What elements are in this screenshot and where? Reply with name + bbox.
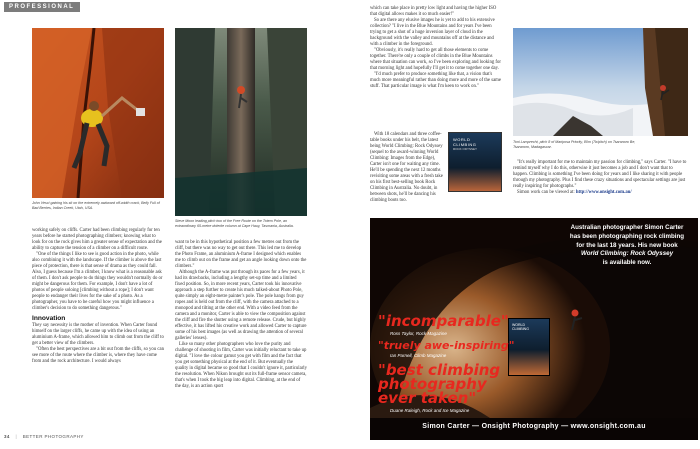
ad-quote-3 — [378, 363, 500, 405]
paragraph: "It's really important for me to maintain my passion for climbing," says Carter. "I have to remind myself why I do this, otherwise it just becomes a job and I don't want that to happen. Climbing is something I've been doing for years and I like sharing it with people through my photography. Plus I find these crazy situations and spectacular settings are just really inspiring for photographs." — [513, 160, 687, 189]
article-column-1 — [32, 228, 164, 365]
ad-headline — [562, 224, 692, 268]
ad-quote-1-source: Ross Taylor, Rock Magazine — [390, 331, 447, 336]
article-column-3-wrap — [370, 132, 446, 204]
article-column-3 — [370, 6, 502, 90]
ad-tagline: Simon Carter — Onsight Photography — www.onsight.com.au — [422, 423, 646, 430]
paragraph — [513, 190, 688, 196]
paragraph: With 18 calendars and three coffee-table books under his belt, the latest being World Climbing: Rock Odyssey (sequel to the award-winning World Climbing: Images from the Edge), Carter isn't one for waiting any time. He'll be spending the next 12 months revisiting some areas with a fresh take on his first best-selling book Rock Climbing in Australia. No doubt, in between shots, he'll be dancing his climbing boots too. — [370, 132, 443, 203]
paragraph: Although the A-frame was put through its paces for a few years, it had its drawbacks, including a lengthy set-up time and a limited fixed position. So, in more recent years, Carter took his innovative approach a step further to create his much talked-about Photo Pole, quite simply an eight-metre painter's pole. The pole hangs from guy ropes and is held out from the cliff, with the camera attached to a monopod and tilting at the other end. With a video feed from the camera and a monitor, Carter is able to view the composition against the cliff and fire the shutter using a remote release. Crude, but highly effective, it has lifted his creative work and allowed Carter to capture some of his best images (as well as drawing the attention of several galleries' lenses). — [175, 270, 307, 341]
paragraph: So are there any elusive images he is yet to add to his extensive collection? "I live in the Blue Mountains and for years I've been trying to get a shot of a huge inversion layer of cloud in the background with the valley and mountains off at the distance and with a climber in the foreground. — [370, 18, 495, 47]
article-column-2 — [175, 240, 307, 390]
article-column-4 — [513, 160, 688, 196]
section-tab: PROFESSIONAL — [4, 2, 80, 12]
paragraph: They say necessity is the mother of invention. When Carter found himself on the larger cliffs, he came up with the idea of using an aluminium A-frame, which allowed him to climb out from the cliff to get a better view of the climbers. — [32, 323, 164, 346]
photo-madagascar — [513, 28, 688, 136]
climber-photo-2-image — [175, 28, 307, 216]
magazine-title: BETTER PHOTOGRAPHY — [22, 434, 84, 439]
book-advertisement — [370, 218, 698, 440]
ad-quote-2-source: Ian Parnell, Climb Magazine — [390, 353, 447, 358]
website-link[interactable]: http://www.onsight.com.au/ — [575, 190, 632, 195]
ad-headline-line3: for the last 18 years. His new book — [576, 241, 678, 249]
paragraph: Like so many other photographers who love the purity and challenge of shooting in film, Carter was initially reluctant to take up digital. "I love the colour gamut you get with film and the fact that you get something physical at the end of it. But eventually the quality in digital became so good that I couldn't ignore it, particularly the resolution. When Nikon brought out its full-frame sensor camera, that's when I took the big leap into digital. Climbing, at the end of the day, is an action sport — [175, 342, 307, 389]
book-title-line1: WORLD — [453, 137, 471, 142]
ad-quote-3-line2: photography — [378, 375, 487, 393]
paragraph: working safely on cliffs. Carter had been climbing regularly for ten years before he started photographing climbers; knowing what to look for on the rock gives him a greater sense of expectation and the ability to capture the tension of a climber on a difficult route. — [32, 228, 162, 251]
paragraph: "Obviously, it's really hard to get all those elements to come together. There're only a couple of climbs in the Blue Mountains where that situation can work, so I've been exploring and looking for that morning light and hopefully I'll get it to come together one day. — [370, 48, 501, 71]
ad-headline-book: World Climbing: Rock Odyssey — [580, 250, 674, 258]
section-heading: Innovation — [32, 315, 66, 322]
climber-photo-1-image — [32, 28, 164, 198]
ad-quote-1: "incomparable" — [378, 312, 509, 330]
ad-quote-3-line3: ever taken" — [378, 389, 477, 407]
caption-photo-2: Steve Moon leading pitch two of the Free Route on the Totem Pole, an extraordinary 65-metre dolerite column at Cape Hauy, Tasmania, Australia. — [175, 219, 294, 228]
book-title-line3: ROCK ODYSSEY — [453, 147, 478, 151]
paragraph: want to be in this hypothetical position a few metres out from the cliff, but there was no way to get out there. This led me to develop the Photo Frame, an aluminium A-frame I designed which enables me to climb out on the frame and get an angle looking down onto the climbers." — [175, 240, 307, 269]
ad-quote-2: "truely awe-inspiring" — [378, 339, 515, 352]
paragraph: "One of the things I like to see is good action in the photo, while also combining it with the landscape. If the climber is above the last piece of protection, there is that sense of drama as they could fall. Also, I guess because I'm a climber, I know what is a reasonable ask of them. I don't ask people to do things they wouldn't normally do or might be dangerous for them. For example, I don't have a lot of photos of people soloing [climbing without a rope]; I don't want people to endanger their lives for the sake of a photo. As a photographer, you have to be careful how you might influence a climber's decision to do something dangerous." — [32, 252, 163, 311]
footer-divider: | — [15, 434, 18, 439]
book-title-line2: CLIMBING — [453, 142, 477, 147]
paragraph: "Often the best perspectives are a bit out from the cliffs, so you can see more of the route where the climber is, where they have come from and the rock architecture. I would always — [32, 347, 164, 364]
book-cover — [448, 132, 502, 192]
ad-quote-3-line1: "best climbing — [378, 361, 501, 379]
climber-photo-3-image — [513, 28, 688, 136]
page-footer — [4, 434, 204, 439]
photo-crack-climber — [32, 28, 164, 198]
ad-quote-3-source: Duane Raleigh, Rock and Ice Magazine — [390, 408, 470, 413]
photo-totem-pole — [175, 28, 307, 216]
caption-photo-3: Toni Lamprecht, pitch 8 of Mariposa Priority, 80m (7b/pitch) on Tsaranoro Be, Tsaranoro, Madagascar. — [513, 140, 636, 149]
ad-headline-line1: Australian photographer Simon Carter — [570, 224, 684, 231]
ad-book-title-line2: CLIMBING — [512, 327, 529, 331]
paragraph: which can take place in pretty low light and having the higher ISO that digital allows makes it so much easier!" — [370, 6, 497, 17]
ad-book-title-line1: WORLD — [512, 323, 526, 327]
ad-headline-line2: has been photographing rock climbing — [569, 232, 685, 240]
paragraph: "I'd much prefer to produce something like that, a vision that's much more meaningful rather than doing more and more of the same stuff. That particular image is what I'm keen to work on." — [370, 72, 501, 89]
caption-photo-1: John Vesci gaining his sit on the extremely awkward off-width crack, Belly Full of Bad Berries, Indian Creek, Utah, USA. — [32, 201, 160, 210]
page-number: 34 — [4, 434, 10, 439]
ad-headline-line4: is available now. — [602, 259, 652, 267]
website-prefix: Simon work can be viewed at: — [517, 190, 576, 195]
